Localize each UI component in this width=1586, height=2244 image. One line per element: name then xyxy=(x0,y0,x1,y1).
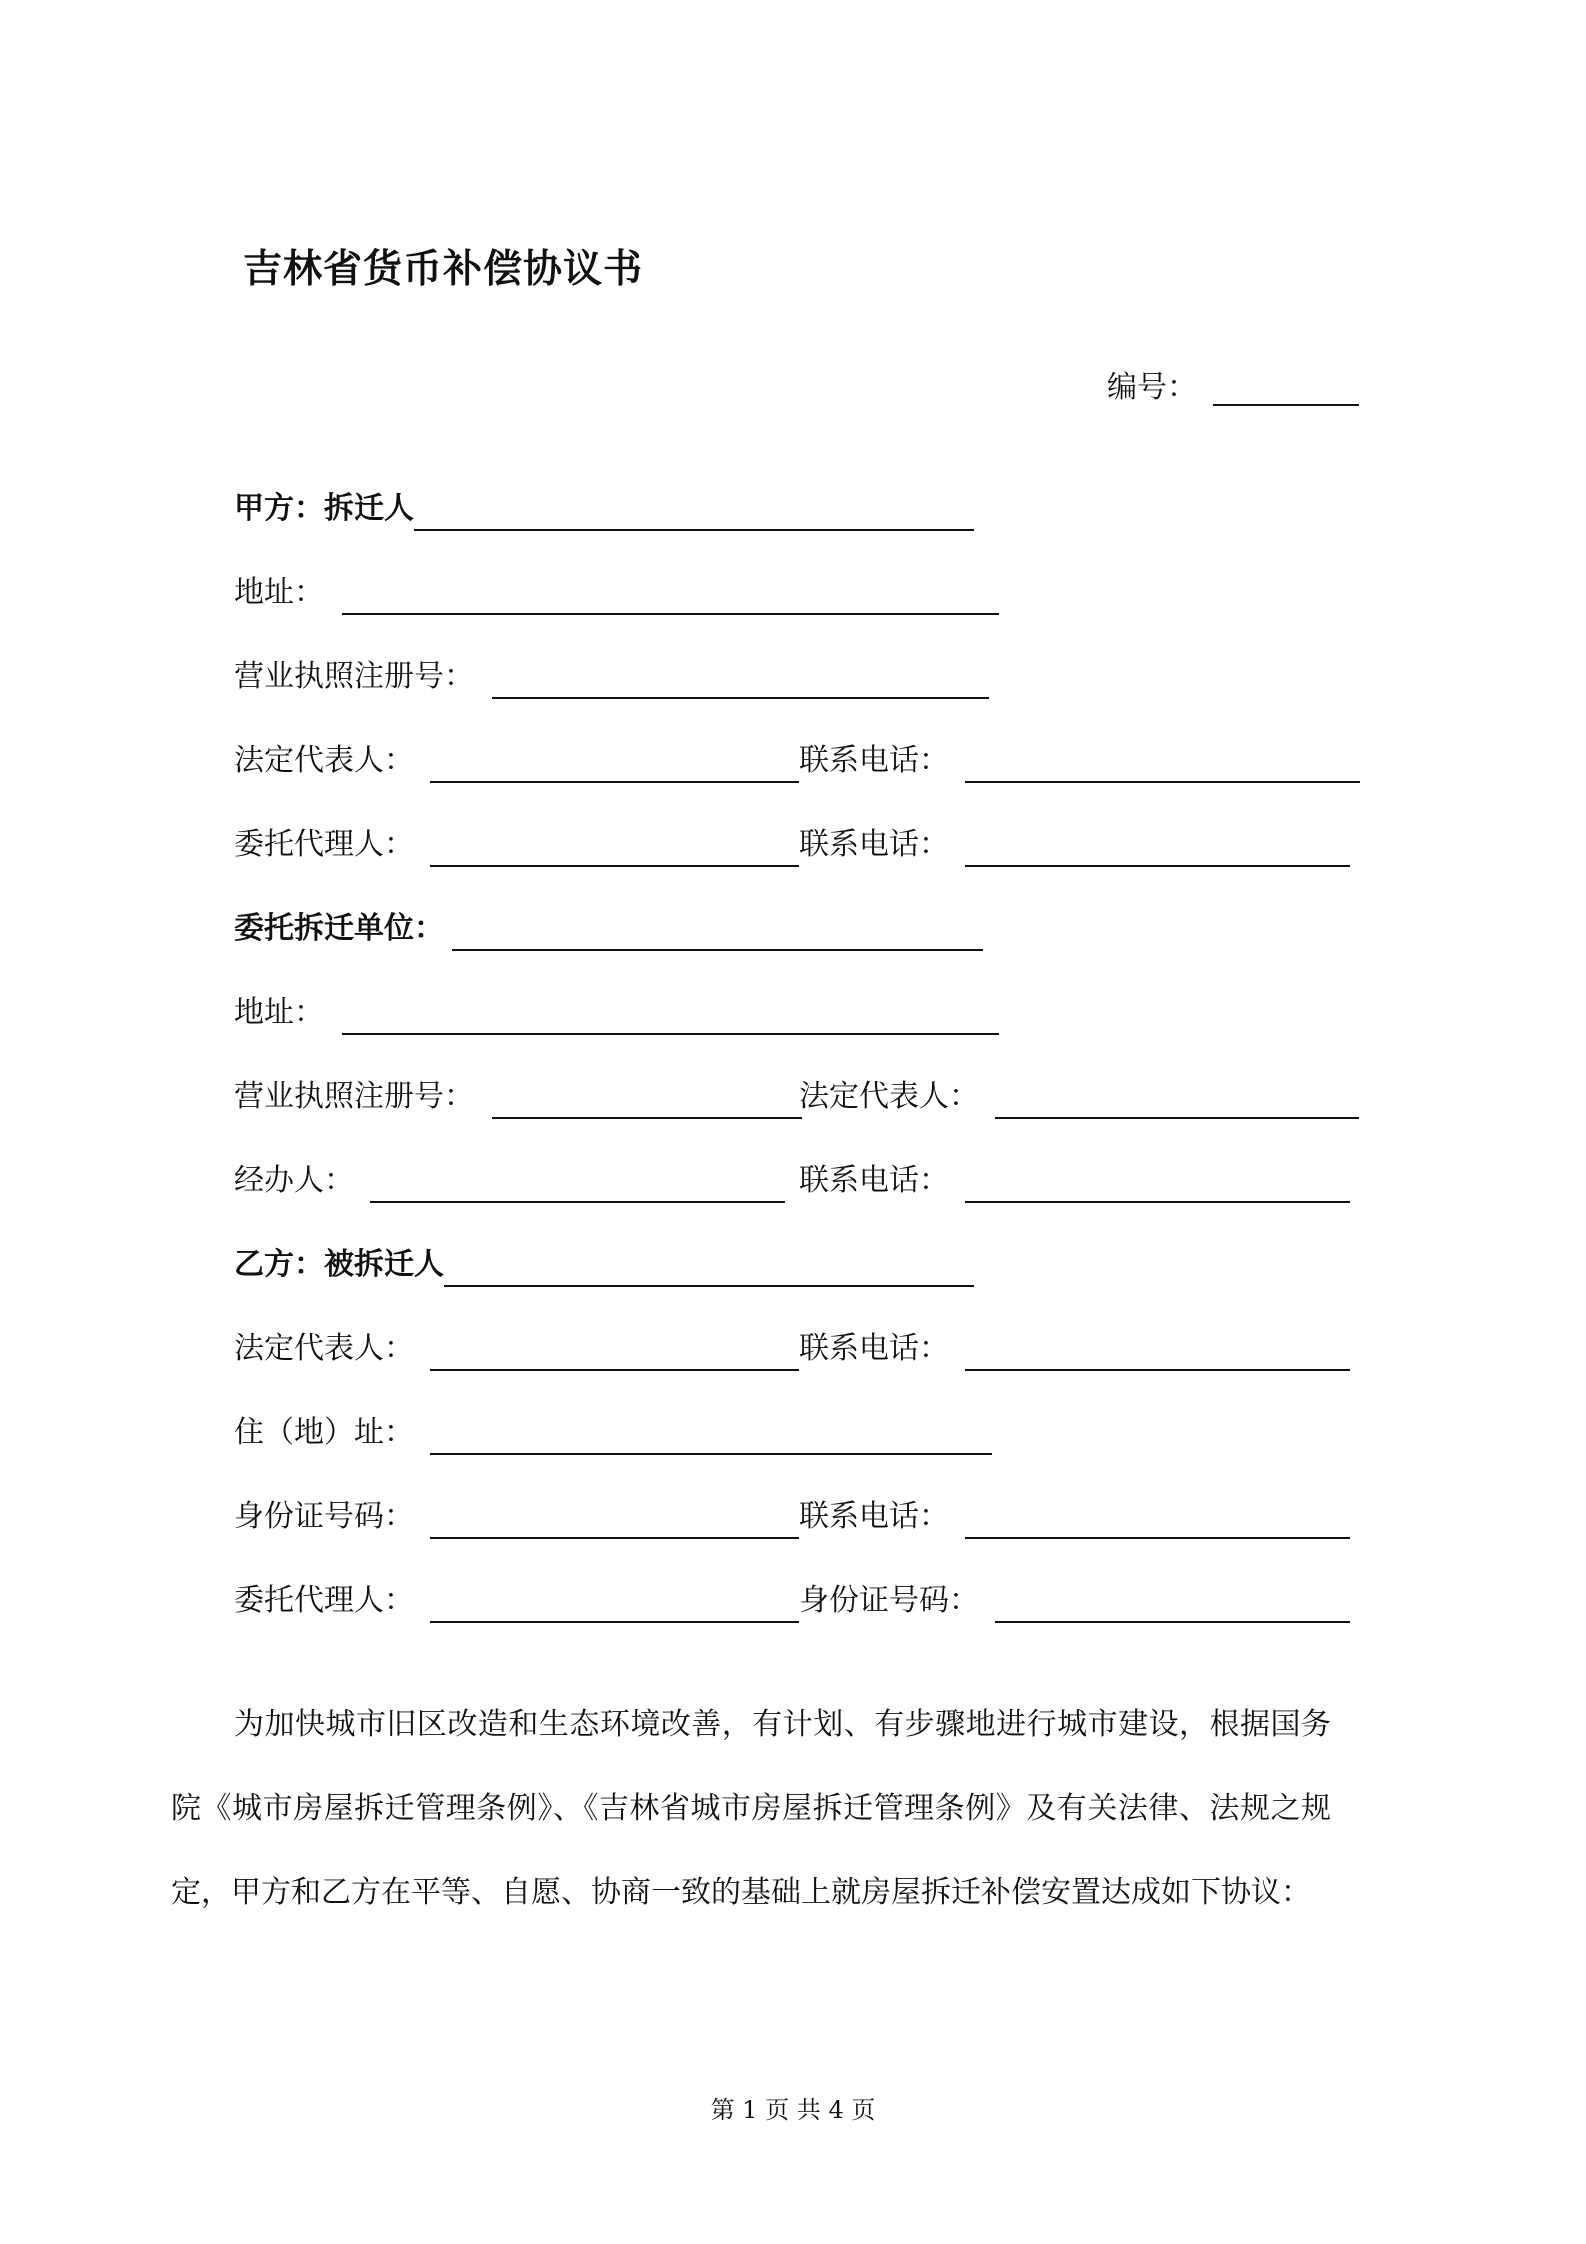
entrusted-license-blank[interactable] xyxy=(492,1077,802,1119)
entrusted-unit-blank[interactable] xyxy=(452,909,983,951)
party-b-legal-rep-phone-blank[interactable] xyxy=(965,1329,1350,1371)
party-b-id-label: 身份证号码： xyxy=(234,1499,414,1534)
party-b-legal-rep-phone-label: 联系电话： xyxy=(799,1331,949,1366)
party-b-legal-rep-blank[interactable] xyxy=(430,1329,799,1371)
entrusted-handler-blank[interactable] xyxy=(370,1161,785,1203)
party-a-agent-label: 委托代理人： xyxy=(234,827,414,862)
party-b-name-blank[interactable] xyxy=(444,1245,974,1287)
party-b-agent-blank[interactable] xyxy=(430,1581,799,1623)
serial-number-label: 编号： xyxy=(1107,370,1197,405)
party-b-agent-id-blank[interactable] xyxy=(995,1581,1350,1623)
party-a-license-label: 营业执照注册号： xyxy=(234,659,474,694)
party-b-residence-blank[interactable] xyxy=(430,1413,992,1455)
party-a-address-label: 地址： xyxy=(234,575,324,610)
party-b-legal-rep-label: 法定代表人： xyxy=(234,1331,414,1366)
entrusted-handler-phone-blank[interactable] xyxy=(965,1161,1350,1203)
party-a-heading: 甲方：拆迁人 xyxy=(234,491,414,526)
party-a-legal-rep-phone-label: 联系电话： xyxy=(799,743,949,778)
entrusted-legal-rep-blank[interactable] xyxy=(995,1077,1359,1119)
party-b-heading: 乙方：被拆迁人 xyxy=(234,1247,444,1282)
entrusted-unit-heading: 委托拆迁单位： xyxy=(234,911,444,946)
document-title: 吉林省货币补偿协议书 xyxy=(243,247,644,292)
party-a-agent-phone-label: 联系电话： xyxy=(799,827,949,862)
serial-number-blank[interactable] xyxy=(1213,364,1359,406)
entrusted-address-blank[interactable] xyxy=(342,993,999,1035)
entrusted-legal-rep-label: 法定代表人： xyxy=(799,1079,979,1114)
party-a-legal-rep-label: 法定代表人： xyxy=(234,743,414,778)
serial-number-field xyxy=(1107,362,1359,406)
party-b-phone-label: 联系电话： xyxy=(799,1499,949,1534)
party-b-agent-label: 委托代理人： xyxy=(234,1583,414,1618)
party-a-agent-phone-blank[interactable] xyxy=(965,825,1350,867)
page-number: 第 1 页 共 4 页 xyxy=(710,2096,876,2124)
party-a-license-blank[interactable] xyxy=(492,657,989,699)
party-b-residence-label: 住（地）址： xyxy=(234,1415,414,1450)
entrusted-handler-label: 经办人： xyxy=(234,1163,354,1198)
party-a-legal-rep-blank[interactable] xyxy=(430,741,799,783)
party-a-agent-blank[interactable] xyxy=(430,825,799,867)
party-b-id-blank[interactable] xyxy=(430,1497,799,1539)
entrusted-license-label: 营业执照注册号： xyxy=(234,1079,474,1114)
party-a-legal-rep-phone-blank[interactable] xyxy=(965,741,1360,783)
party-a-address-blank[interactable] xyxy=(342,573,999,615)
party-a-name-blank[interactable] xyxy=(414,489,974,531)
entrusted-handler-phone-label: 联系电话： xyxy=(799,1163,949,1198)
party-b-agent-id-label: 身份证号码： xyxy=(799,1583,979,1618)
intro-paragraph: 为加快城市旧区改造和生态环境改善，有计划、有步骤地进行城市建设，根据国务院《城市房屋拆迁管理条例》、《吉林省城市房屋拆迁管理条例》及有关法律、法规之规定，甲方和乙方在平等、自愿、协商一致的基础上就房屋拆迁补偿安置达成如下协议： xyxy=(171,1707,1331,1910)
party-b-phone-blank[interactable] xyxy=(965,1497,1350,1539)
entrusted-address-label: 地址： xyxy=(234,995,324,1030)
